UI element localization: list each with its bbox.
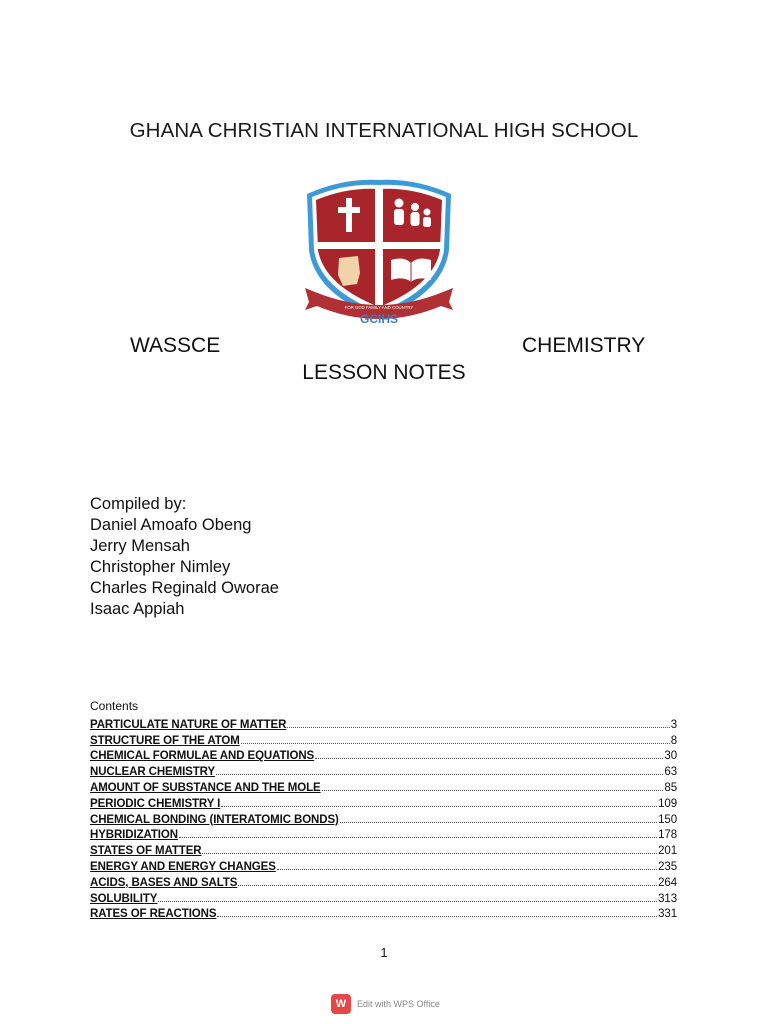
toc-entry-title[interactable]: NUCLEAR CHEMISTRY <box>90 766 216 779</box>
document-type: LESSON NOTES <box>302 361 466 384</box>
toc-entry[interactable] <box>90 905 677 921</box>
toc-entry-page: 85 <box>664 781 677 794</box>
toc-entry-page: 264 <box>658 876 677 889</box>
toc-entry-page: 235 <box>658 860 677 873</box>
ghana-map-icon <box>338 256 360 286</box>
toc-leader <box>179 837 657 838</box>
toc-leader <box>315 758 663 759</box>
compiler-name: Isaac Appiah <box>90 600 185 618</box>
toc-entry-title[interactable]: STATES OF MATTER <box>90 845 202 858</box>
exam-name: WASSCE <box>130 334 221 357</box>
toc-leader <box>238 885 657 886</box>
toc-entry[interactable] <box>90 889 677 905</box>
toc-entry[interactable] <box>90 731 677 747</box>
toc-leader <box>322 790 664 791</box>
compiler-name: Christopher Nimley <box>90 558 231 576</box>
toc-entry-title[interactable]: ACIDS, BASES AND SALTS <box>90 876 238 889</box>
toc-leader <box>287 727 669 728</box>
subject-name: CHEMISTRY <box>522 334 646 357</box>
toc-entry[interactable] <box>90 762 677 778</box>
toc-entry-title[interactable]: ENERGY AND ENERGY CHANGES <box>90 860 276 873</box>
page-number: 1 <box>380 945 388 960</box>
toc-entry[interactable] <box>90 794 677 810</box>
toc-leader <box>241 743 670 744</box>
toc-entry-title[interactable]: CHEMICAL FORMULAE AND EQUATIONS <box>90 750 315 763</box>
toc-entry-title[interactable]: PERIODIC CHEMISTRY I <box>90 797 221 810</box>
logo-abbreviation: GCIHS <box>359 312 399 326</box>
toc-entry-title[interactable]: HYBRIDIZATION <box>90 829 178 842</box>
toc-entry-page: 313 <box>658 892 677 905</box>
toc-entry-page: 63 <box>664 766 677 779</box>
school-crest-logo <box>303 176 455 326</box>
toc-entry[interactable] <box>90 857 677 873</box>
toc-leader <box>340 822 657 823</box>
compiled-by-label: Compiled by: <box>90 495 187 513</box>
toc-entry-title[interactable]: SOLUBILITY <box>90 892 158 905</box>
table-of-contents <box>90 715 677 920</box>
toc-entry-title[interactable]: PARTICULATE NATURE OF MATTER <box>90 718 287 731</box>
toc-entry[interactable] <box>90 747 677 763</box>
motto-text: FOR GOD FAMILY AND COUNTRY <box>344 305 414 310</box>
toc-entry-page: 178 <box>658 829 677 842</box>
toc-leader <box>217 916 657 917</box>
compiler-name: Charles Reginald Oworae <box>90 579 279 597</box>
toc-entry-page: 109 <box>658 797 677 810</box>
toc-entry[interactable] <box>90 778 677 794</box>
compiler-name: Jerry Mensah <box>90 537 190 555</box>
wps-label: Edit with WPS Office <box>357 999 440 1009</box>
toc-leader <box>221 806 657 807</box>
toc-entry-title[interactable]: STRUCTURE OF THE ATOM <box>90 734 240 747</box>
toc-entry-title[interactable]: RATES OF REACTIONS <box>90 908 217 921</box>
toc-entry[interactable] <box>90 841 677 857</box>
toc-leader <box>216 774 663 775</box>
toc-entry-page: 150 <box>658 813 677 826</box>
wps-office-icon: W <box>331 994 351 1014</box>
toc-leader <box>277 869 657 870</box>
toc-entry[interactable] <box>90 810 677 826</box>
toc-entry-title[interactable]: AMOUNT OF SUBSTANCE AND THE MOLE <box>90 781 321 794</box>
toc-leader <box>202 853 657 854</box>
toc-entry[interactable] <box>90 873 677 889</box>
edit-with-wps-button[interactable] <box>331 993 440 1015</box>
toc-entry-page: 8 <box>670 734 677 747</box>
compilers-block <box>90 494 279 620</box>
toc-entry[interactable] <box>90 826 677 842</box>
compiler-name: Daniel Amoafo Obeng <box>90 516 252 534</box>
toc-entry-page: 331 <box>658 908 677 921</box>
toc-entry-page: 201 <box>658 845 677 858</box>
toc-entry-title[interactable]: CHEMICAL BONDING (INTERATOMIC BONDS) <box>90 813 339 826</box>
school-title: GHANA CHRISTIAN INTERNATIONAL HIGH SCHOOL <box>129 119 639 142</box>
contents-heading: Contents <box>90 699 139 713</box>
toc-entry-page: 3 <box>670 718 677 731</box>
toc-entry[interactable] <box>90 715 677 731</box>
toc-leader <box>158 901 657 902</box>
toc-entry-page: 30 <box>664 750 677 763</box>
